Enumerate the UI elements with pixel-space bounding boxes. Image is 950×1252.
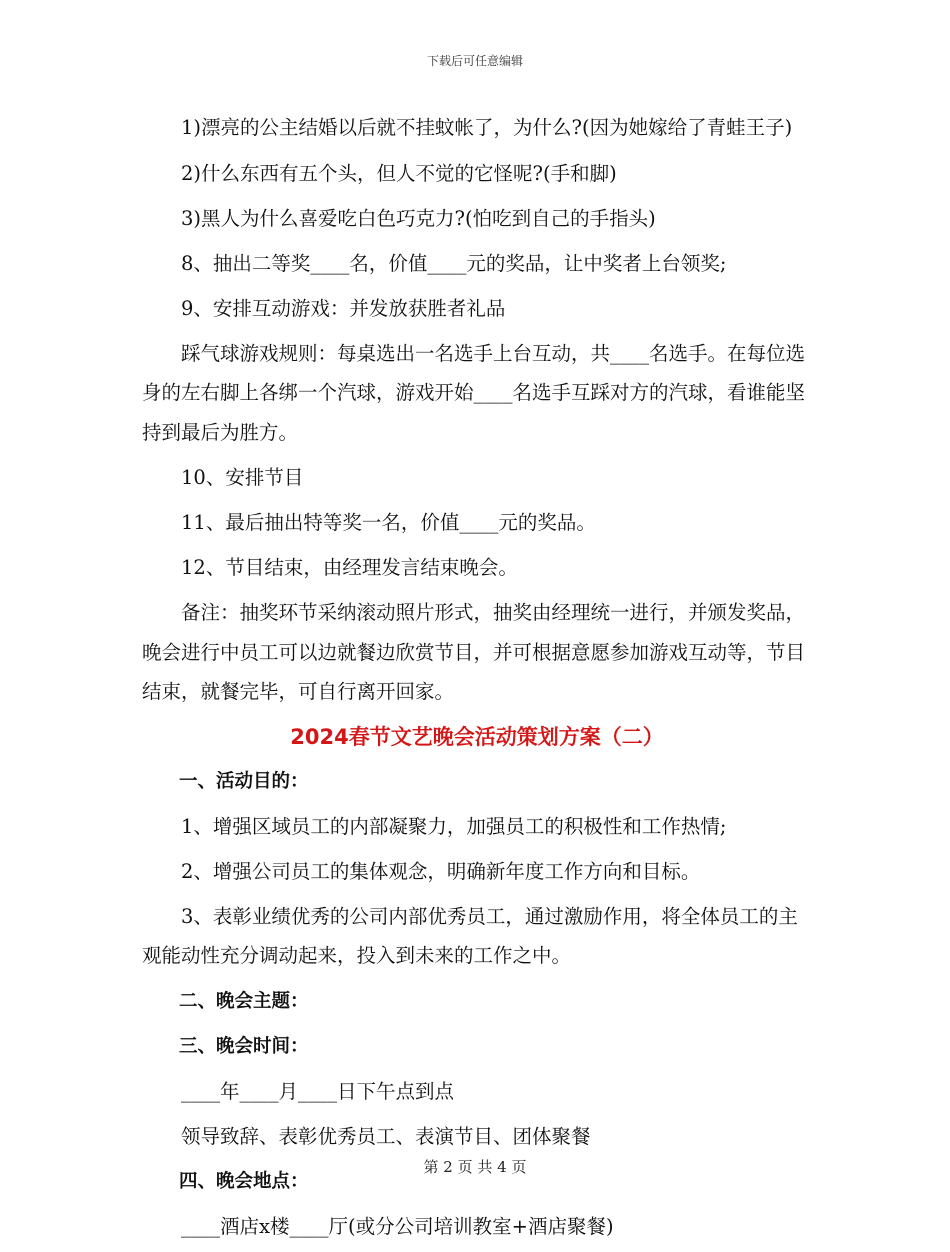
heading-purpose: 一、活动目的： bbox=[179, 770, 309, 792]
venue-line: ____酒店x楼____厅(或分公司培训教室+酒店聚餐) bbox=[181, 1214, 614, 1238]
purpose-3: 3、表彰业绩优秀的公司内部优秀员工，通过激励作用，将全体员工的主观能动性充分调动起来，投入到未来的工作之中。 bbox=[142, 904, 798, 967]
riddle-3: 3)黑人为什么喜爱吃白色巧克力?(怕吃到自己的手指头) bbox=[181, 206, 656, 230]
item-11: 11、最后抽出特等奖一名，价值____元的奖品。 bbox=[181, 511, 596, 534]
heading-time: 三、晚会时间： bbox=[179, 1035, 309, 1057]
riddle-2: 2)什么东西有五个头，但人不觉的它怪呢?(手和脚) bbox=[181, 161, 617, 185]
balloon-game-rules: 踩气球游戏规则：每桌选出一名选手上台互动，共____名选手。在每位选身的左右脚上各绑一个汽球，游戏开始____名选手互踩对方的汽球，看谁能坚持到最后为胜方。 bbox=[142, 341, 806, 444]
document-body bbox=[142, 108, 812, 1252]
page-footer: 第 2 页 共 4 页 bbox=[423, 1158, 527, 1176]
program-line: 领导致辞、表彰优秀员工、表演节目、团体聚餐 bbox=[181, 1124, 591, 1148]
riddle-1: 1)漂亮的公主结婚以后就不挂蚊帐了，为什么?(因为她嫁给了青蛙王子) bbox=[181, 116, 793, 139]
section-title: 2024春节文艺晚会活动策划方案（二） bbox=[290, 724, 664, 749]
heading-venue: 四、晚会地点： bbox=[179, 1170, 309, 1192]
time-line: ____年____月____日下午点到点 bbox=[181, 1079, 455, 1103]
purpose-2: 2、增强公司员工的集体观念，明确新年度工作方向和目标。 bbox=[181, 859, 701, 883]
purpose-1: 1、增强区域员工的内部凝聚力，加强员工的积极性和工作热情; bbox=[181, 814, 727, 838]
remarks: 备注：抽奖环节采纳滚动照片形式，抽奖由经理统一进行，并颁发奖品，晚会进行中员工可以边就餐边欣赏节目，并可根据意愿参加游戏互动等，节目结束，就餐完毕，可自行离开回家。 bbox=[142, 601, 806, 703]
heading-theme: 二、晚会主题： bbox=[179, 990, 309, 1012]
item-9: 9、安排互动游戏：并发放获胜者礼品 bbox=[181, 296, 506, 320]
page-header: 下载后可任意编辑 bbox=[426, 54, 523, 68]
item-8: 8、抽出二等奖____名，价值____元的奖品，让中奖者上台领奖; bbox=[181, 251, 727, 275]
item-10: 10、安排节目 bbox=[181, 466, 304, 489]
item-12: 12、节目结束，由经理发言结束晚会。 bbox=[181, 556, 518, 579]
